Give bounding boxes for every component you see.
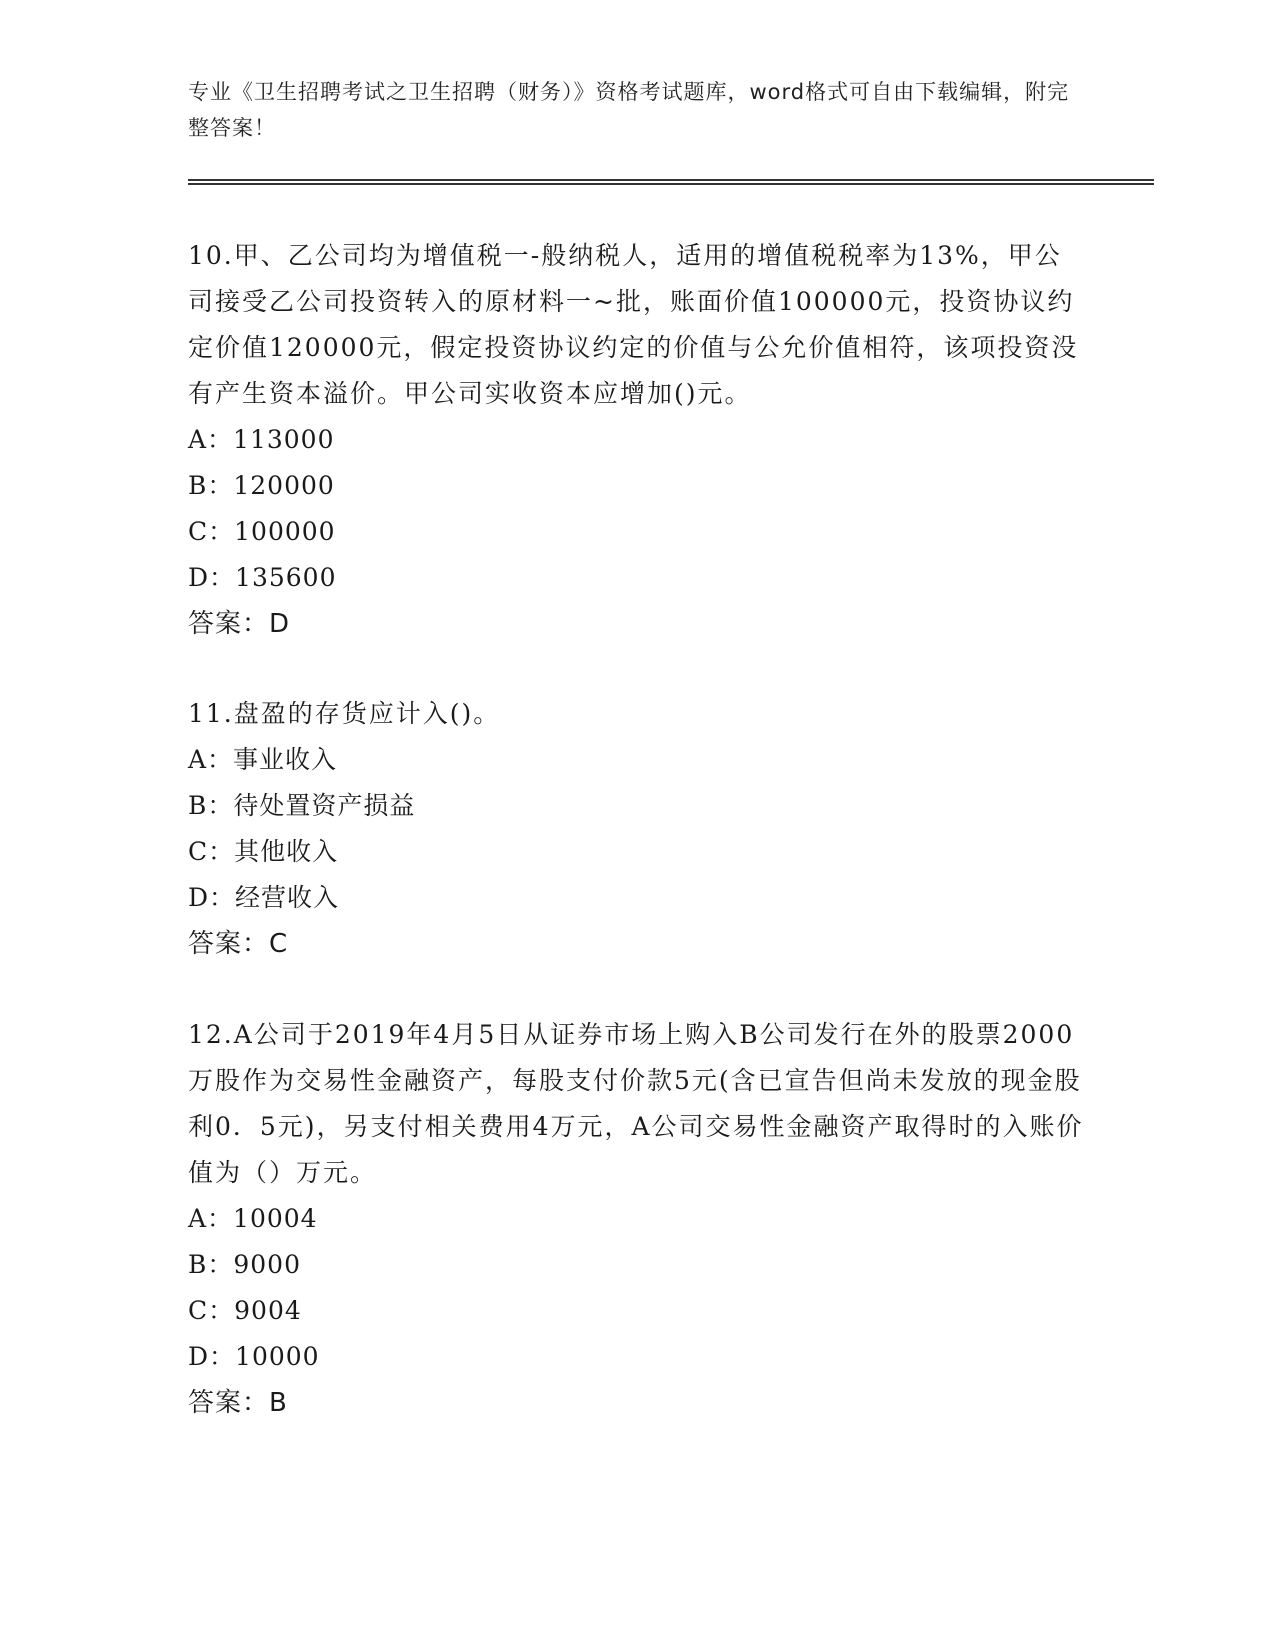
option-d: D：经营收入	[188, 883, 340, 912]
option-c: C：100000	[188, 517, 336, 546]
option-b: B：待处置资产损益	[188, 791, 416, 820]
option-a: A：10004	[188, 1204, 318, 1233]
header-divider-bottom	[188, 183, 1154, 185]
question-stem: 11.盘盈的存货应计入()。	[188, 699, 501, 728]
answer-label: 答案：C	[188, 929, 289, 959]
option-b: B：120000	[188, 471, 335, 500]
option-a: A：事业收入	[188, 745, 338, 774]
option-d: D：10000	[188, 1342, 320, 1371]
option-d: D：135600	[188, 563, 337, 592]
question-11	[188, 691, 1088, 967]
question-10	[188, 233, 1088, 647]
answer-label: 答案：B	[188, 1388, 288, 1418]
option-c: C：其他收入	[188, 837, 339, 866]
question-stem: 10.甲、乙公司均为增值税一-般纳税人，适用的增值税税率为13%，甲公司接受乙公司投资转入的原材料一~批，账面价值100000元，投资协议约定价值120000元，假定投资协议约定的价值与公允价值相符，该项投资没有产生资本溢价。甲公司实收资本应增加()元。	[188, 241, 1079, 408]
document-header: 专业《卫生招聘考试之卫生招聘（财务）》资格考试题库，word格式可自由下载编辑，附完整答案！	[188, 80, 1070, 140]
option-b: B：9000	[188, 1250, 301, 1279]
option-a: A：113000	[188, 425, 335, 454]
question-12	[188, 1012, 1088, 1426]
header-divider-top	[188, 179, 1154, 181]
option-c: C：9004	[188, 1296, 302, 1325]
answer-label: 答案：D	[188, 609, 291, 639]
question-stem: 12.A公司于2019年4月5日从证券市场上购入B公司发行在外的股票2000万股作为交易性金融资产，每股支付价款5元(含已宣告但尚未发放的现金股利0．5元)，另支付相关费用4万元，A公司交易性金融资产取得时的入账价值为（）万元。	[188, 1020, 1084, 1187]
